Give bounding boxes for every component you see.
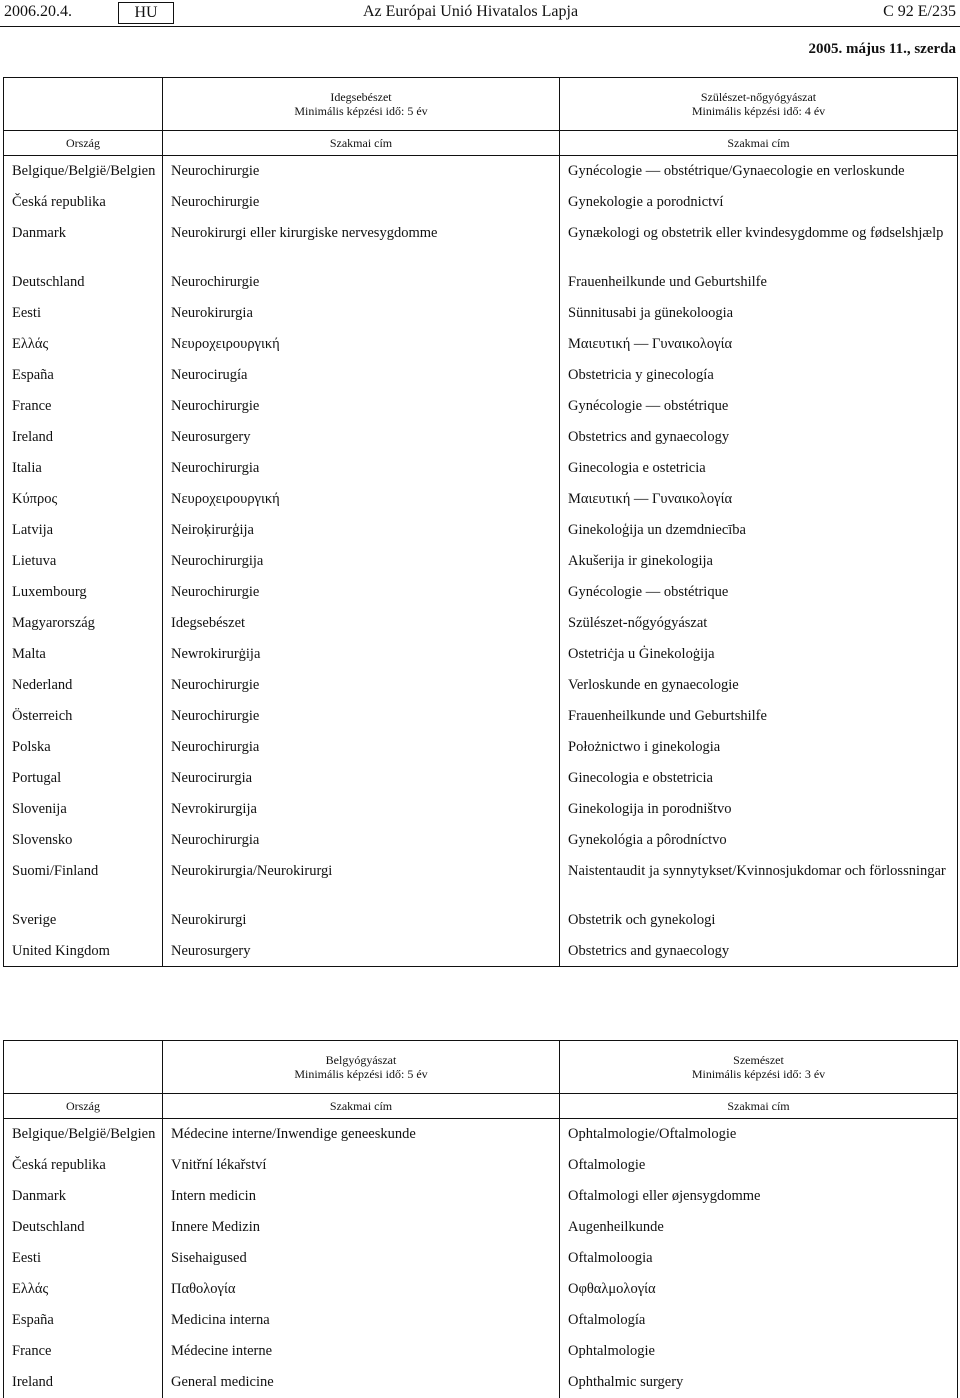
specialties-table-internal-medicine-ophthalmology xyxy=(3,1040,958,1398)
country-cell: Ελλάς xyxy=(4,329,163,360)
country-cell: France xyxy=(4,391,163,422)
group-a-title-cell: Médecine interne/Inwendige geneeskunde xyxy=(163,1119,560,1150)
country-cell: Deutschland xyxy=(4,1212,163,1243)
table-row xyxy=(4,794,958,825)
country-cell: Κύπρος xyxy=(4,484,163,515)
table-row xyxy=(4,267,958,298)
group-a-title-cell: Médecine interne xyxy=(163,1336,560,1367)
table-row xyxy=(4,763,958,794)
page-reference: C 92 E/235 xyxy=(883,3,956,20)
table-row xyxy=(4,1274,958,1305)
group-a-title-cell: Παθολογία xyxy=(163,1274,560,1305)
table-row xyxy=(4,1181,958,1212)
group-a-title-cell: Neurosurgery xyxy=(163,422,560,453)
country-cell: Polska xyxy=(4,732,163,763)
country-cell: Belgique/België/Belgien xyxy=(4,1119,163,1150)
country-cell: Suomi/Finland xyxy=(4,856,163,905)
group-a-title-cell: Neiroķirurģija xyxy=(163,515,560,546)
group-a-subheader: Szakmai cím xyxy=(163,1094,560,1119)
group-a-title-cell: Neurochirurgia xyxy=(163,453,560,484)
country-cell: Luxembourg xyxy=(4,577,163,608)
table-row xyxy=(4,825,958,856)
group-a-title-cell: Nevrokirurgija xyxy=(163,794,560,825)
group-b-title-cell: Obstetrics and gynaecology xyxy=(560,936,958,967)
publication-date: 2006.20.4. xyxy=(4,3,72,20)
table-row xyxy=(4,515,958,546)
table-row xyxy=(4,1212,958,1243)
table-row xyxy=(4,1150,958,1181)
country-cell: Česká republika xyxy=(4,187,163,218)
group-a-title: Idegsebészet xyxy=(330,90,392,104)
country-cell: Ελλάς xyxy=(4,1274,163,1305)
group-b-title-cell: Μαιευτική — Γυναικολογία xyxy=(560,329,958,360)
session-date: 2005. május 11., szerda xyxy=(808,41,956,57)
group-b-title-cell: Oftalmoloogia xyxy=(560,1243,958,1274)
group-b-title-cell: Akušerija ir ginekologija xyxy=(560,546,958,577)
country-cell: Danmark xyxy=(4,1181,163,1212)
country-cell: España xyxy=(4,360,163,391)
table-row xyxy=(4,422,958,453)
group-b-subheader: Szakmai cím xyxy=(560,1094,958,1119)
country-cell: Eesti xyxy=(4,298,163,329)
group-a-title-cell: Νευροχειρουργική xyxy=(163,484,560,515)
group-b-title-cell: Augenheilkunde xyxy=(560,1212,958,1243)
group-a-title-cell: Medicina interna xyxy=(163,1305,560,1336)
table-row xyxy=(4,732,958,763)
group-a-title-cell: Neurochirurgie xyxy=(163,187,560,218)
group-b-title: Szülészet-nőgyógyászat xyxy=(700,90,817,104)
group-b-title-cell: Oftalmologie xyxy=(560,1150,958,1181)
table-row xyxy=(4,856,958,905)
group-a-title-cell: Intern medicin xyxy=(163,1181,560,1212)
country-cell: Lietuva xyxy=(4,546,163,577)
country-cell: Eesti xyxy=(4,1243,163,1274)
group-b-title-cell: Gynekológia a pôrodníctvo xyxy=(560,825,958,856)
country-cell: Slovenija xyxy=(4,794,163,825)
group-b-title-cell: Gynekologie a porodnictví xyxy=(560,187,958,218)
table-body xyxy=(4,1119,958,1398)
group-b-title-cell: Gynécologie — obstétrique/Gynaecologie en verloskunde xyxy=(560,156,958,187)
group-b-title-cell: Obstetricia y ginecología xyxy=(560,360,958,391)
country-cell: Malta xyxy=(4,639,163,670)
group-a-title-cell: Neurokirurgia xyxy=(163,298,560,329)
table-row xyxy=(4,1119,958,1150)
group-a-title-cell: Vnitřní lékařství xyxy=(163,1150,560,1181)
group-b-title-cell: Ophtalmologie xyxy=(560,1336,958,1367)
group-b-min-training: Minimális képzési idő: 4 év xyxy=(691,104,826,118)
group-b-header xyxy=(560,78,958,131)
table-row xyxy=(4,639,958,670)
group-a-title-cell: Idegsebészet xyxy=(163,608,560,639)
group-b-title-cell: Obstetrics and gynaecology xyxy=(560,422,958,453)
group-b-title-cell: Położnictwo i ginekologia xyxy=(560,732,958,763)
group-a-title-cell: Newrokirurġija xyxy=(163,639,560,670)
group-b-title-cell: Obstetrik och gynekologi xyxy=(560,905,958,936)
group-b-title-cell: Gynécologie — obstétrique xyxy=(560,391,958,422)
country-cell: Danmark xyxy=(4,218,163,267)
country-column-header: Ország xyxy=(4,131,163,156)
group-a-title-cell: Neurokirurgi eller kirurgiske nervesygdomme xyxy=(163,218,560,267)
country-cell: Ireland xyxy=(4,422,163,453)
group-b-title-cell: Gynækologi og obstetrik eller kvindesygdomme og fødselshjælp xyxy=(560,218,958,267)
journal-title: Az Európai Unió Hivatalos Lapja xyxy=(363,3,579,20)
group-a-title-cell: General medicine xyxy=(163,1367,560,1398)
table-body xyxy=(4,156,958,967)
group-a-header xyxy=(163,78,560,131)
group-b-title-cell: Μαιευτική — Γυναικολογία xyxy=(560,484,958,515)
header-rule xyxy=(0,26,960,27)
group-b-title-cell: Oftalmología xyxy=(560,1305,958,1336)
country-cell: Česká republika xyxy=(4,1150,163,1181)
table-row xyxy=(4,936,958,967)
country-cell: Portugal xyxy=(4,763,163,794)
country-cell: Italia xyxy=(4,453,163,484)
country-cell: Slovensko xyxy=(4,825,163,856)
country-cell: France xyxy=(4,1336,163,1367)
group-b-title-cell: Ophtalmologie/Oftalmologie xyxy=(560,1119,958,1150)
table-row xyxy=(4,360,958,391)
group-a-title: Belgyógyászat xyxy=(325,1053,397,1067)
group-a-title-cell: Neurochirurgija xyxy=(163,546,560,577)
group-b-title-cell: Verloskunde en gynaecologie xyxy=(560,670,958,701)
page-header xyxy=(0,0,960,28)
table-row xyxy=(4,701,958,732)
group-b-title-cell: Gynécologie — obstétrique xyxy=(560,577,958,608)
group-a-title-cell: Neurokirurgia/Neurokirurgi xyxy=(163,856,560,905)
group-b-min-training: Minimális képzési idő: 3 év xyxy=(691,1067,826,1081)
group-a-min-training: Minimális képzési idő: 5 év xyxy=(294,104,428,118)
group-b-title-cell: Naistentaudit ja synnytykset/Kvinnosjukdomar och förlossningar xyxy=(560,856,958,905)
group-a-title-cell: Neurocirurgia xyxy=(163,763,560,794)
group-a-title-cell: Neurochirurgie xyxy=(163,670,560,701)
table-row xyxy=(4,546,958,577)
table-row xyxy=(4,577,958,608)
group-a-title-cell: Sisehaigused xyxy=(163,1243,560,1274)
group-b-title-cell: Ophthalmic surgery xyxy=(560,1367,958,1398)
group-b-title-cell: Szülészet-nőgyógyászat xyxy=(560,608,958,639)
specialties-table-neurosurgery-obstetrics xyxy=(3,77,958,967)
table-row xyxy=(4,1243,958,1274)
group-b-title-cell: Ginecologia e ostetricia xyxy=(560,453,958,484)
group-a-title-cell: Neurochirurgie xyxy=(163,701,560,732)
group-b-title-cell: Oftalmologi eller øjensygdomme xyxy=(560,1181,958,1212)
group-b-title-cell: Frauenheilkunde und Geburtshilfe xyxy=(560,267,958,298)
table-row xyxy=(4,453,958,484)
group-a-title-cell: Neurokirurgi xyxy=(163,905,560,936)
table-row xyxy=(4,1305,958,1336)
table-row xyxy=(4,670,958,701)
group-a-title-cell: Neurochirurgie xyxy=(163,391,560,422)
country-cell: Latvija xyxy=(4,515,163,546)
group-a-subheader: Szakmai cím xyxy=(163,131,560,156)
table-row xyxy=(4,329,958,360)
group-b-title-cell: Ginekoloģija un dzemdniecība xyxy=(560,515,958,546)
table-row xyxy=(4,484,958,515)
group-a-title-cell: Neurocirugía xyxy=(163,360,560,391)
table-row xyxy=(4,608,958,639)
group-b-title-cell: Frauenheilkunde und Geburtshilfe xyxy=(560,701,958,732)
group-b-title-cell: Ginecologia e obstetricia xyxy=(560,763,958,794)
country-column-header: Ország xyxy=(4,1094,163,1119)
country-cell: Ireland xyxy=(4,1367,163,1398)
country-header-blank xyxy=(4,78,163,131)
country-cell: Sverige xyxy=(4,905,163,936)
table-row xyxy=(4,1336,958,1367)
table-row xyxy=(4,905,958,936)
group-a-title-cell: Νευροχειρουργική xyxy=(163,329,560,360)
group-a-title-cell: Innere Medizin xyxy=(163,1212,560,1243)
group-a-title-cell: Neurochirurgie xyxy=(163,156,560,187)
group-b-subheader: Szakmai cím xyxy=(560,131,958,156)
country-cell: España xyxy=(4,1305,163,1336)
group-b-title-cell: Ostetriċja u Ġinekoloġija xyxy=(560,639,958,670)
group-b-title-cell: Sünnitusabi ja günekoloogia xyxy=(560,298,958,329)
country-header-blank xyxy=(4,1041,163,1094)
table-row xyxy=(4,218,958,267)
group-a-title-cell: Neurochirurgia xyxy=(163,732,560,763)
group-b-header xyxy=(560,1041,958,1094)
country-cell: Magyarország xyxy=(4,608,163,639)
group-a-header xyxy=(163,1041,560,1094)
language-code-box: HU xyxy=(118,2,174,24)
group-b-title: Szemészet xyxy=(733,1053,784,1067)
group-a-title-cell: Neurochirurgia xyxy=(163,825,560,856)
country-cell: Österreich xyxy=(4,701,163,732)
country-cell: Nederland xyxy=(4,670,163,701)
table-row xyxy=(4,156,958,187)
group-a-min-training: Minimális képzési idő: 5 év xyxy=(294,1067,428,1081)
table-row xyxy=(4,298,958,329)
table-row xyxy=(4,187,958,218)
group-a-title-cell: Neurosurgery xyxy=(163,936,560,967)
country-cell: Deutschland xyxy=(4,267,163,298)
group-b-title-cell: Ginekologija in porodništvo xyxy=(560,794,958,825)
table-row xyxy=(4,391,958,422)
group-a-title-cell: Neurochirurgie xyxy=(163,267,560,298)
country-cell: United Kingdom xyxy=(4,936,163,967)
group-a-title-cell: Neurochirurgie xyxy=(163,577,560,608)
country-cell: Belgique/België/Belgien xyxy=(4,156,163,187)
group-b-title-cell: Οφθαλμολογία xyxy=(560,1274,958,1305)
